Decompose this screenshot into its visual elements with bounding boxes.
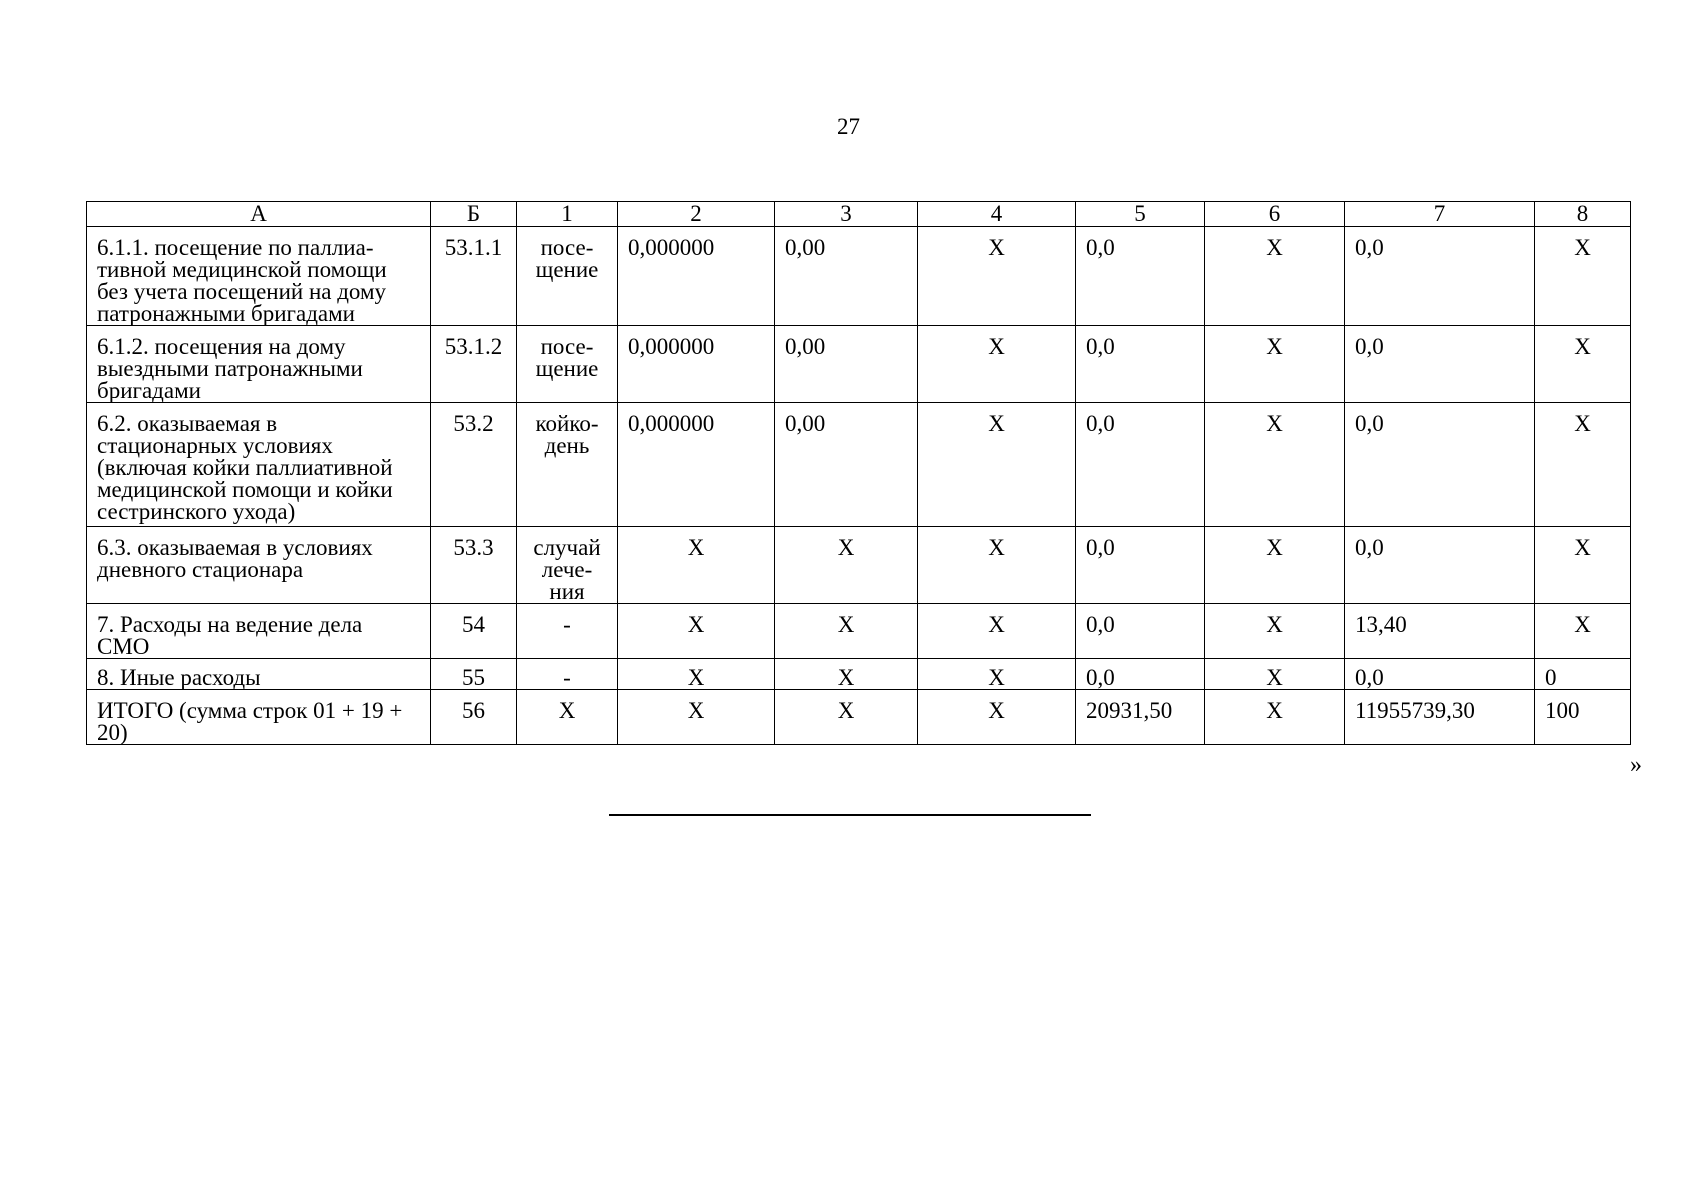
cell-col-6: X [1205, 527, 1345, 604]
cell-col-2: X [618, 604, 775, 659]
cell-col-2: 0,000000 [618, 403, 775, 527]
cell-col-6: X [1205, 690, 1345, 745]
header-cell-b: Б [431, 202, 517, 227]
row-label: 6.3. оказываемая в условиях дневного стационара [87, 527, 431, 604]
cell-col-3: X [775, 690, 918, 745]
row-label: ИТОГО (сумма строк 01 + 19 + 20) [87, 690, 431, 745]
row-unit: посе-щение [517, 227, 618, 326]
row-code: 53.3 [431, 527, 517, 604]
closing-quote: » [1630, 752, 1642, 778]
cell-col-7: 0,0 [1345, 659, 1535, 690]
cell-col-4: X [918, 326, 1076, 403]
header-cell-7: 7 [1345, 202, 1535, 227]
header-cell-1: 1 [517, 202, 618, 227]
cell-col-2: 0,000000 [618, 326, 775, 403]
cell-col-5: 0,0 [1076, 527, 1205, 604]
header-cell-6: 6 [1205, 202, 1345, 227]
cell-col-2: 0,000000 [618, 227, 775, 326]
cell-col-6: X [1205, 403, 1345, 527]
cell-col-3: X [775, 659, 918, 690]
cell-col-5: 0,0 [1076, 326, 1205, 403]
row-unit: случай лече-ния [517, 527, 618, 604]
row-unit: - [517, 659, 618, 690]
cell-col-7: 13,40 [1345, 604, 1535, 659]
row-label: 6.1.1. посещение по паллиа-тивной медицинской помощи без учета посещений на дому патронажными бригадами [87, 227, 431, 326]
header-cell-8: 8 [1535, 202, 1631, 227]
cell-col-5: 20931,50 [1076, 690, 1205, 745]
cell-col-3: 0,00 [775, 326, 918, 403]
cell-col-5: 0,0 [1076, 403, 1205, 527]
page-number: 27 [837, 114, 860, 139]
cell-col-7: 0,0 [1345, 527, 1535, 604]
footnote-separator-line [609, 814, 1091, 816]
cell-col-4: X [918, 527, 1076, 604]
row-unit: койко-день [517, 403, 618, 527]
cell-col-3: 0,00 [775, 227, 918, 326]
header-cell-3: 3 [775, 202, 918, 227]
header-cell-a: А [87, 202, 431, 227]
cell-col-4: X [918, 227, 1076, 326]
row-code: 54 [431, 604, 517, 659]
row-label: 6.1.2. посещения на дому выездными патронажными бригадами [87, 326, 431, 403]
cell-col-6: X [1205, 604, 1345, 659]
table-row [87, 326, 1631, 403]
cell-col-3: 0,00 [775, 403, 918, 527]
row-label: 8. Иные расходы [87, 659, 431, 690]
cell-col-7: 0,0 [1345, 403, 1535, 527]
row-code: 53.1.2 [431, 326, 517, 403]
cell-col-5: 0,0 [1076, 227, 1205, 326]
cell-col-6: X [1205, 659, 1345, 690]
cell-col-6: X [1205, 227, 1345, 326]
table-row [87, 690, 1631, 745]
cell-col-8: X [1535, 527, 1631, 604]
row-unit: посе-щение [517, 326, 618, 403]
header-row [87, 202, 1631, 227]
cell-col-7: 0,0 [1345, 326, 1535, 403]
table-row [87, 604, 1631, 659]
cell-col-3: X [775, 527, 918, 604]
row-code: 56 [431, 690, 517, 745]
cell-col-7: 0,0 [1345, 227, 1535, 326]
row-unit: - [517, 604, 618, 659]
cell-col-3: X [775, 604, 918, 659]
cell-col-2: X [618, 690, 775, 745]
row-code: 53.1.1 [431, 227, 517, 326]
cell-col-7: 11955739,30 [1345, 690, 1535, 745]
cell-col-6: X [1205, 326, 1345, 403]
row-code: 55 [431, 659, 517, 690]
cell-col-4: X [918, 604, 1076, 659]
header-cell-5: 5 [1076, 202, 1205, 227]
cell-col-8: X [1535, 326, 1631, 403]
cell-col-5: 0,0 [1076, 604, 1205, 659]
cell-col-8: X [1535, 403, 1631, 527]
cell-col-8: X [1535, 604, 1631, 659]
row-code: 53.2 [431, 403, 517, 527]
table-row [87, 527, 1631, 604]
header-cell-4: 4 [918, 202, 1076, 227]
row-label: 6.2. оказываемая в стационарных условиях (включая койки паллиативной медицинской помощи и койки сестринского ухода) [87, 403, 431, 527]
table-row [87, 403, 1631, 527]
cell-col-2: X [618, 659, 775, 690]
cell-col-4: X [918, 659, 1076, 690]
table-row [87, 227, 1631, 326]
cell-col-5: 0,0 [1076, 659, 1205, 690]
cell-col-8: X [1535, 227, 1631, 326]
row-label: 7. Расходы на ведение дела СМО [87, 604, 431, 659]
cell-col-4: X [918, 690, 1076, 745]
cost-table [86, 201, 1631, 745]
table-row [87, 659, 1631, 690]
cell-col-2: X [618, 527, 775, 604]
cell-col-8: 0 [1535, 659, 1631, 690]
cell-col-8: 100 [1535, 690, 1631, 745]
header-cell-2: 2 [618, 202, 775, 227]
cell-col-4: X [918, 403, 1076, 527]
row-unit: X [517, 690, 618, 745]
